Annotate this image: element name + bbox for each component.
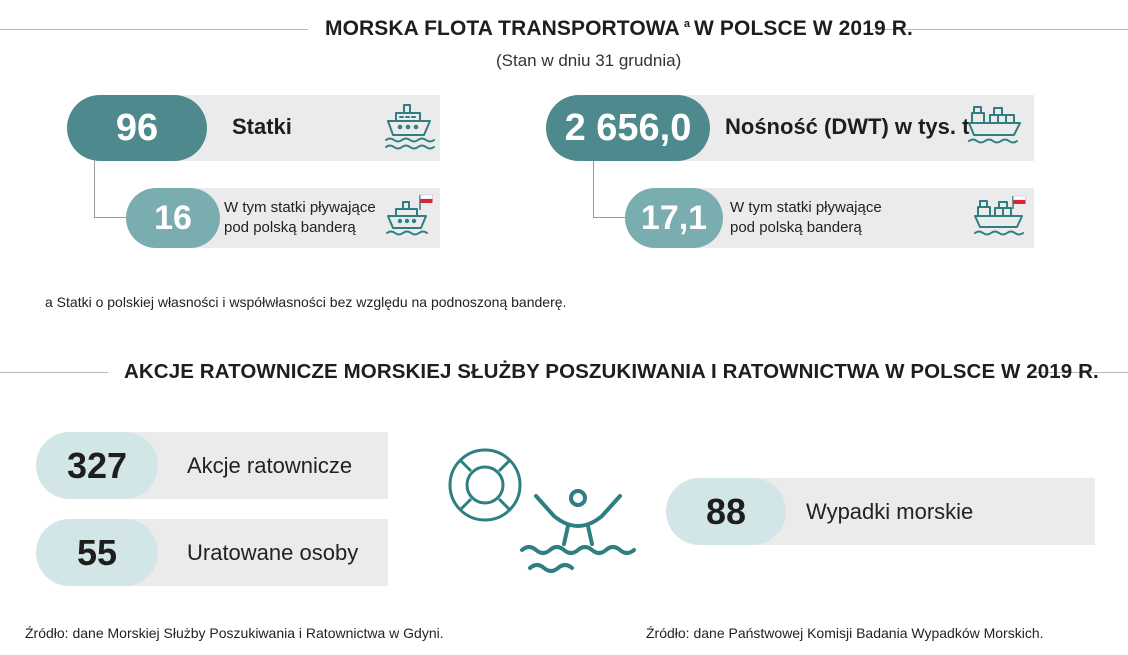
tonnage-sub-label-line1: W tym statki pływające [730, 199, 882, 216]
ships-sub-label-line2: pod polską banderą [224, 219, 356, 236]
drowning-person-icon [518, 486, 636, 578]
fleet-title-suffix: W POLSCE W 2019 R. [694, 17, 913, 40]
tonnage-label: Nośność (DWT) w tys. t [725, 114, 970, 139]
tonnage-sub-value: 17,1 [640, 198, 708, 237]
tonnage-value: 2 656,0 [564, 106, 692, 149]
tonnage-sub-label [730, 198, 882, 238]
fleet-title-marker: a [683, 18, 691, 30]
tonnage-sub-label-line2: pod polską banderą [730, 219, 862, 236]
saved-value: 55 [76, 531, 118, 573]
actions-value-pill [36, 432, 158, 499]
lifebuoy-icon [446, 446, 524, 524]
ships-sub-value: 16 [154, 198, 192, 237]
source-left: Źródło: dane Morskiej Służby Poszukiwania i Ratownictwa w Gdyni. [25, 625, 444, 641]
ships-sub-label [224, 198, 376, 238]
saved-label: Uratowane osoby [187, 540, 359, 565]
accidents-value-pill [666, 478, 786, 545]
polish-flag-icon [1013, 196, 1026, 209]
fleet-title-text: MORSKA FLOTA TRANSPORTOWA [325, 17, 680, 40]
actions-value: 327 [66, 444, 128, 486]
ships-value-pill [67, 95, 207, 161]
cargo-ship-flag-icon [972, 193, 1030, 241]
ships-sub-value-pill [126, 188, 220, 248]
tonnage-value-pill [546, 95, 710, 161]
title-rule-left [0, 29, 308, 30]
ships-label: Statki [232, 114, 292, 139]
fleet-title [325, 17, 913, 41]
source-right: Źródło: dane Państwowej Komisji Badania Wypadków Morskich. [646, 625, 1044, 641]
tonnage-sub-value-pill [625, 188, 723, 248]
fleet-subtitle: (Stan w dniu 31 grudnia) [496, 51, 682, 70]
polish-flag-icon [420, 195, 433, 210]
actions-label: Akcje ratownicze [187, 453, 353, 478]
accidents-value: 88 [705, 490, 747, 532]
rescue-title: AKCJE RATOWNICZE MORSKIEJ SŁUŻBY POSZUKIWANIA I RATOWNICTWA W POLSCE W 2019 R. [124, 360, 1099, 383]
accidents-label: Wypadki morskie [806, 499, 974, 524]
ships-sub-label-line1: W tym statki pływające [224, 199, 376, 216]
ship-icon [383, 102, 437, 152]
rescue-rule-left [0, 372, 108, 373]
fleet-footnote: a Statki o polskiej własności i współwłasności bez względu na podnoszoną banderę. [45, 294, 567, 310]
cargo-ship-icon [966, 103, 1024, 151]
saved-value-pill [36, 519, 158, 586]
ship-flag-icon [384, 192, 436, 242]
ships-value: 96 [115, 106, 159, 149]
